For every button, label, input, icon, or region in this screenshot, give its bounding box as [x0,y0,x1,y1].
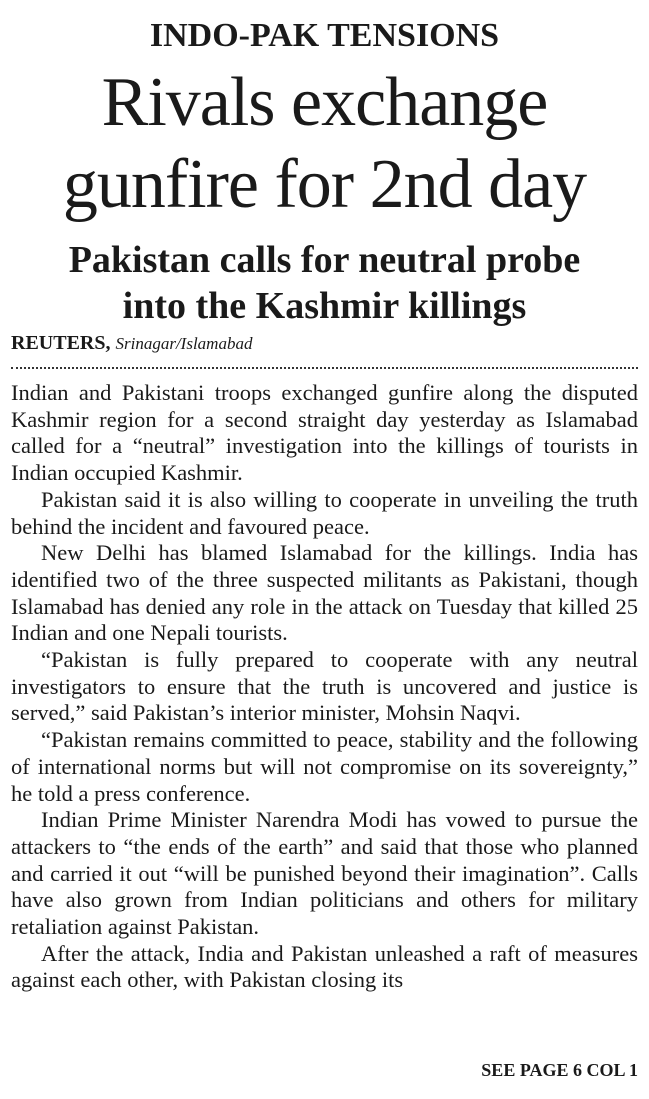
article-headline [0,62,649,226]
body-paragraph: Indian and Pakistani troops exchanged gunfire along the disputed Kashmir region for a second straight day yesterday as Islamabad called for a “neutral” investigation into the killings of tourists in Indian occupied Kashmir. [11,380,638,486]
byline-agency: REUTERS, [11,332,111,354]
byline-place: Srinagar/Islamabad [115,334,253,353]
body-paragraph: “Pakistan is fully prepared to cooperate with any neutral investigators to ensure that the truth is uncovered and justice is served,” said Pakistan’s interior minister, Mohsin Naqvi. [11,647,638,726]
subhead-line-2: into the Kashmir killings [122,285,527,327]
byline [11,330,252,357]
body-paragraph: New Delhi has blamed Islamabad for the killings. India has identified two of the three suspected militants as Pakistani, though Islamabad has denied any role in the attack on Tuesday that killed 25 Indian and one Nepali tourists. [11,540,638,646]
dotted-divider [11,367,638,369]
headline-line-2: gunfire for 2nd day [62,146,587,223]
continuation-reference: SEE PAGE 6 COL 1 [481,1060,638,1080]
article-subhead [0,237,649,329]
article-kicker: INDO-PAK TENSIONS [149,17,500,54]
body-paragraph: “Pakistan remains committed to peace, stability and the following of international norms but will not compromise on its sovereignty,” he told a press conference. [11,727,638,806]
headline-line-1: Rivals exchange [101,64,548,141]
article-body [11,380,638,994]
subhead-line-1: Pakistan calls for neutral probe [68,239,581,281]
body-paragraph: Pakistan said it is also willing to cooperate in unveiling the truth behind the incident and favoured peace. [11,486,638,539]
body-paragraph: Indian Prime Minister Narendra Modi has vowed to pursue the attackers to “the ends of the earth” and said that those who planned and carried it out “will be punished beyond their imagination”. Calls have also grown from Indian politicians and others for military retaliation against Pakistan. [11,807,638,940]
body-paragraph: After the attack, India and Pakistan unleashed a raft of measures against each other, with Pakistan closing its [11,940,638,993]
